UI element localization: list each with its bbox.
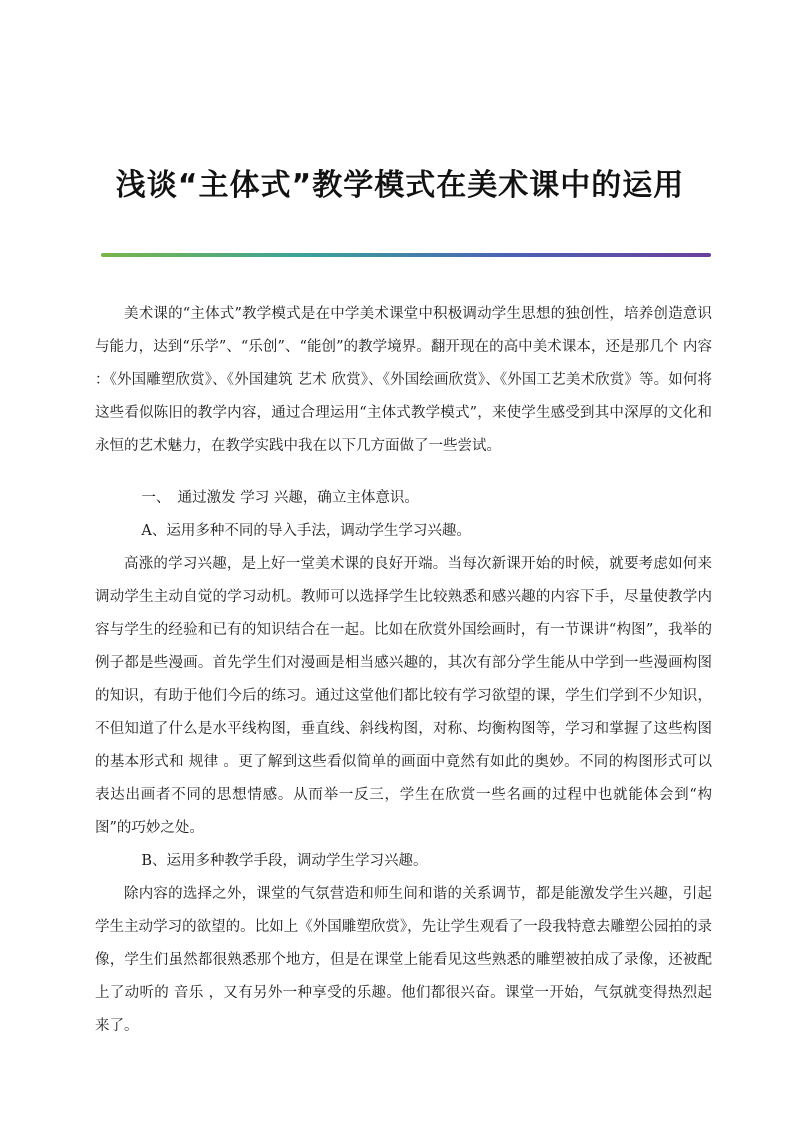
title-underline xyxy=(101,253,711,257)
paragraph-spacer xyxy=(95,463,712,482)
subheading-a: A、运用多种不同的导入手法，调动学生学习兴趣。 xyxy=(141,523,471,539)
intro-paragraph: 美术课的“主体式”教学模式是在中学美术课堂中积极调动学生思想的独创性，培养创造意识与能力，达到“乐学”、“乐创”、“能创”的教学境界。翻开现在的高中美术课本，还是那几个 内容 ：《外国雕塑欣赏》、《外国建筑 艺术 欣赏》、《外国绘画欣赏》、《外国工艺美术欣赏》等。如何将这些看似陈旧的教学内容，通过合理运用“主体式教学模式”，来使学生感受到其中深厚的文化和永恒的艺术魅力，在教学实践中我在以下几方面做了一些尝试。 xyxy=(95,306,712,454)
document-body xyxy=(95,298,712,1043)
subheading-b: B、运用多种教学手段，调动学生学习兴趣。 xyxy=(141,853,428,869)
paragraph-a: 高涨的学习兴趣，是上好一堂美术课的良好开端。当每次新课开始的时候，就要考虑如何来调动学生主动自觉的学习动机。教师可以选择学生比较熟悉和感兴趣的内容下手，尽量使教学内容与学生的经验和已有的知识结合在一起。比如在欣赏外国绘画时，有一节课讲“构图”，我举的例子都是些漫画。首先学生们对漫画是相当感兴趣的，其次有部分学生能从中学到一些漫画构图的知识，有助于他们今后的练习。通过这堂他们都比较有学习欲望的课，学生们学到不少知识，不但知道了什么是水平线构图，垂直线、斜线构图，对称、均衡构图等，学习和掌握了这些构图的基本形式和 规律 。更了解到这些看似简单的画面中竟然有如此的奥妙。不同的构图形式可以表达出画者不同的思想情感。从而举一反三，学生在欣赏一些名画的过程中也就能体会到“构图”的巧妙之处。 xyxy=(95,556,712,836)
section-heading: 一、 通过激发 学习 兴趣，确立主体意识。 xyxy=(141,490,419,506)
paragraph-b: 除内容的选择之外，课堂的气氛营造和师生间和谐的关系调节，都是能激发学生兴趣，引起学生主动学习的欲望的。比如上《外国雕塑欣赏》，先让学生观看了一段我特意去雕塑公园拍的录像，学生们虽然都很熟悉那个地方，但是在课堂上能看见这些熟悉的雕塑被拍成了录像，还被配上了动听的 音乐 ，又有另外一种享受的乐趣。他们都很兴奋。课堂一开始，气氛就变得热烈起来了。 xyxy=(95,886,712,1034)
page-title: 浅谈“主体式”教学模式在美术课中的运用 xyxy=(115,168,685,203)
